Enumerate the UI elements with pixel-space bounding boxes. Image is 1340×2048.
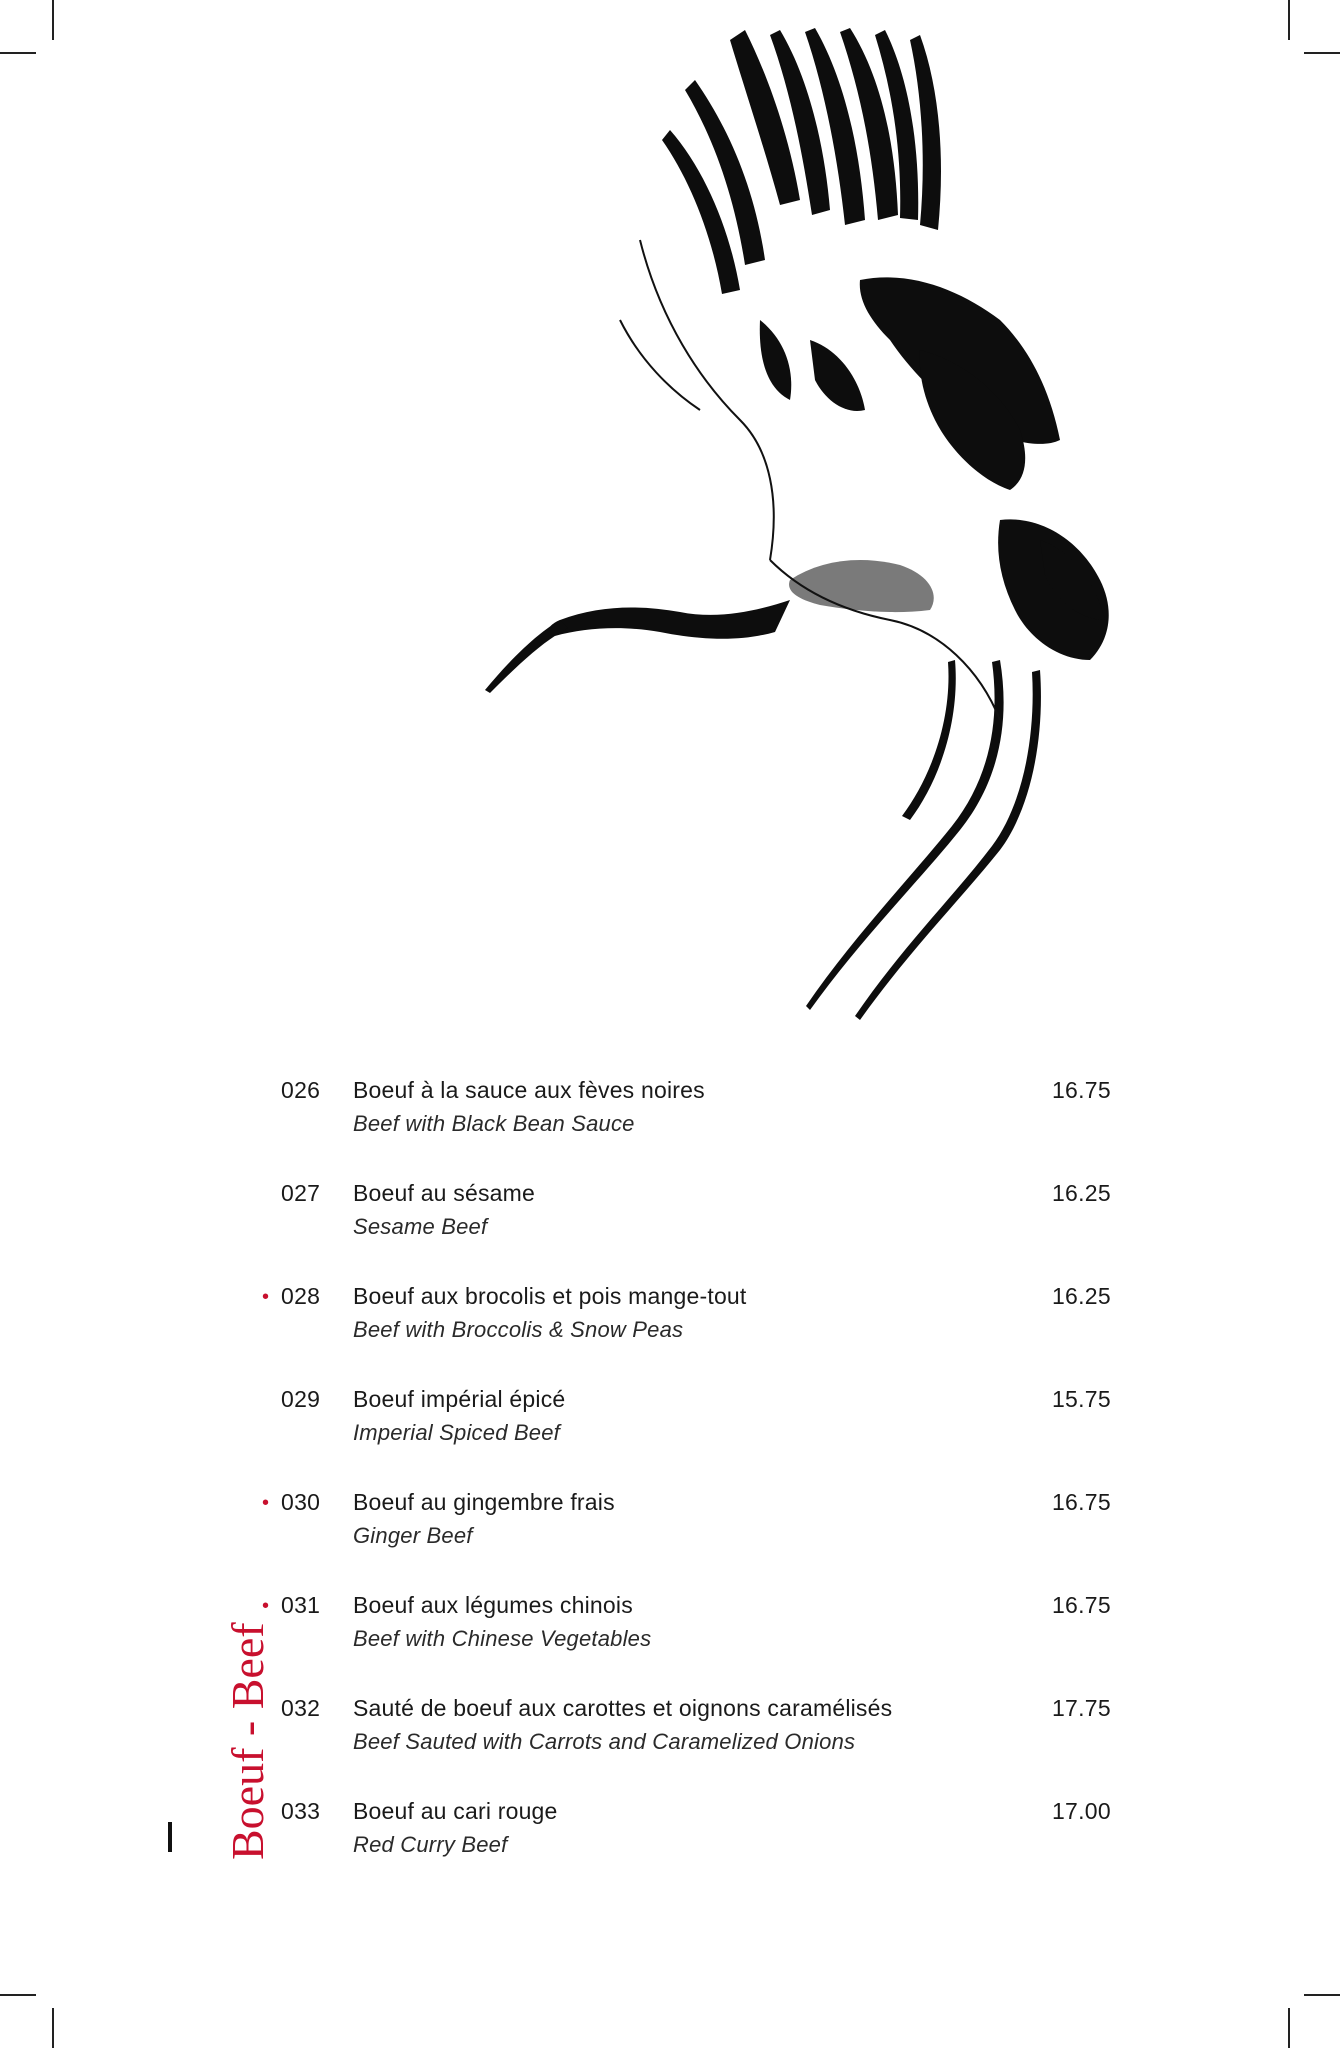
item-price: 16.75 <box>1051 1592 1111 1618</box>
item-name-fr: Boeuf à la sauce aux fèves noires <box>353 1077 705 1103</box>
menu-item <box>0 1281 1340 1361</box>
item-price: 16.75 <box>1051 1077 1111 1103</box>
item-name-fr: Boeuf impérial épicé <box>353 1386 566 1412</box>
crop-mark <box>0 1994 36 1996</box>
item-number: 026 <box>281 1077 321 1103</box>
item-price: 15.75 <box>1051 1386 1111 1412</box>
item-name-en: Beef with Broccolis & Snow Peas <box>353 1317 684 1342</box>
item-price: 17.00 <box>1051 1798 1111 1824</box>
item-name-fr: Boeuf au sésame <box>353 1180 536 1206</box>
crop-mark <box>1288 0 1290 40</box>
item-price: 17.75 <box>1051 1695 1111 1721</box>
menu-item <box>0 1178 1340 1258</box>
item-number: 033 <box>281 1798 321 1824</box>
section-title: Boeuf - Beef <box>222 1622 273 1860</box>
item-number: 028 <box>281 1283 321 1309</box>
item-name-en: Ginger Beef <box>353 1523 473 1548</box>
item-number: 030 <box>281 1489 321 1515</box>
item-price: 16.25 <box>1051 1283 1111 1309</box>
menu-item <box>0 1384 1340 1464</box>
crop-mark <box>0 52 36 54</box>
section-marker <box>168 1822 172 1852</box>
spicy-marker-icon: • <box>262 1492 270 1514</box>
item-number: 032 <box>281 1695 321 1721</box>
item-number: 029 <box>281 1386 321 1412</box>
menu-item <box>0 1796 1340 1876</box>
menu-item <box>0 1075 1340 1155</box>
item-name-en: Beef with Chinese Vegetables <box>353 1626 652 1651</box>
item-name-en: Beef with Black Bean Sauce <box>353 1111 635 1136</box>
item-number: 031 <box>281 1592 321 1618</box>
crop-mark <box>52 2008 54 2048</box>
menu-item <box>0 1590 1340 1670</box>
item-name-fr: Boeuf au cari rouge <box>353 1798 558 1824</box>
item-name-en: Imperial Spiced Beef <box>353 1420 560 1445</box>
item-name-en: Red Curry Beef <box>353 1832 508 1857</box>
item-price: 16.75 <box>1051 1489 1111 1515</box>
spicy-marker-icon: • <box>262 1286 270 1308</box>
menu-item <box>0 1487 1340 1567</box>
item-number: 027 <box>281 1180 321 1206</box>
spicy-marker-icon: • <box>262 1595 270 1617</box>
crop-mark <box>1304 52 1340 54</box>
item-name-fr: Boeuf au gingembre frais <box>353 1489 615 1515</box>
crop-mark <box>1288 2008 1290 2048</box>
item-name-fr: Sauté de boeuf aux carottes et oignons caramélisés <box>353 1695 893 1721</box>
crane-ink-painting-icon <box>440 20 1160 1100</box>
crop-mark <box>52 0 54 40</box>
item-name-en: Beef Sauted with Carrots and Caramelized Onions <box>353 1729 856 1754</box>
item-name-fr: Boeuf aux brocolis et pois mange-tout <box>353 1283 747 1309</box>
item-name-en: Sesame Beef <box>353 1214 488 1239</box>
crop-mark <box>1304 1994 1340 1996</box>
item-name-fr: Boeuf aux légumes chinois <box>353 1592 633 1618</box>
menu-item <box>0 1693 1340 1773</box>
item-price: 16.25 <box>1051 1180 1111 1206</box>
